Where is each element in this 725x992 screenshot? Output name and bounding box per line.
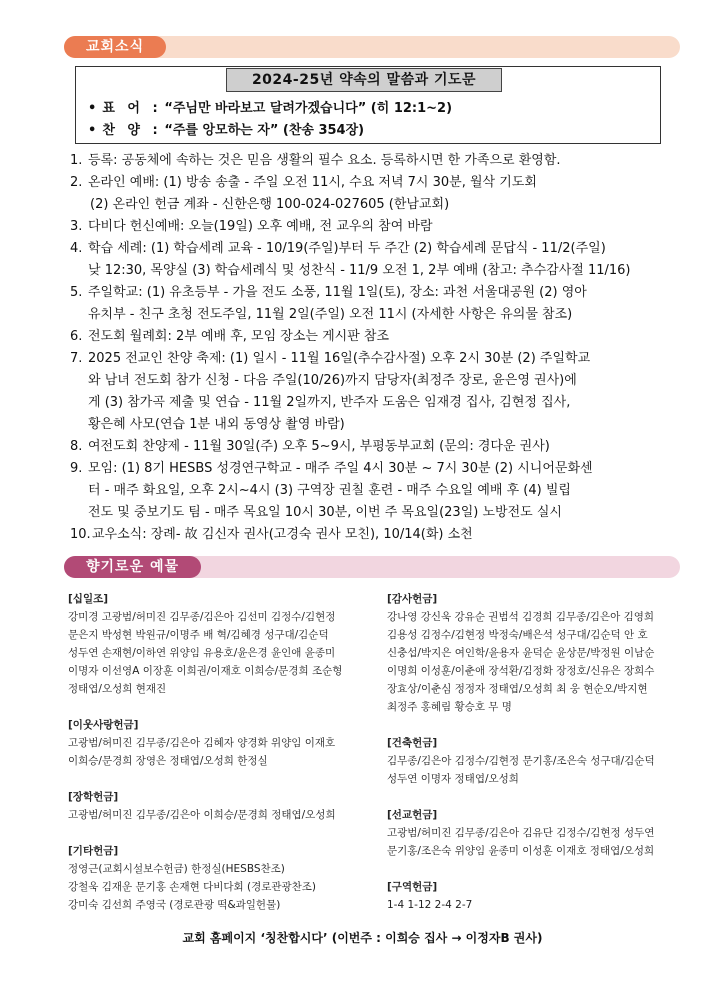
offerings-right-column: [387, 590, 687, 932]
thanksgiving-group: [감사헌금] 강나영 강신욱 강유순 권범석 김경희 김무종/김은아 김영희 김용성 김정수/김현정 박정숙/배은석 성구대/김순덕 안 호 신충섭/박지은 여인학/윤용자 윤덕순 윤상문/박정원 이남순 이명희 이성훈/이춘애 장석환/김정화 장정호/신유은 장희수 장효상/이춘심 정정자 정태엽/오성희 최 웅 현순오/박지현 최정주 홍혜림 황승호 무 명: [387, 593, 655, 713]
verse-title: 2024-25년 약속의 말씀과 기도문: [226, 68, 502, 92]
news-item: 10. 교우소식: 장례- 故 김신자 권사(고경숙 권사 모친), 10/14(화) 소천: [70, 527, 473, 542]
motto-text: “주님만 바라보고 달려가겠습니다” (히 12:1~2): [164, 101, 453, 116]
church-news-tag: 교회소식: [64, 36, 166, 58]
news-item: 8. 여전도회 찬양제 - 11월 30일(주) 오후 5~9시, 부평동부교회 (문의: 경다운 권사): [70, 439, 550, 454]
hymn-text: “주를 앙모하는 자” (찬송 354장): [164, 123, 365, 138]
motto-label: 표 어 :: [102, 101, 162, 116]
news-item: 4. 학습 세례: (1) 학습세례 교육 - 10/19(주일)부터 두 주간 (2) 학습세례 문답식 - 11/2(주일) 낮 12:30, 목양실 (3) 학습세례식 및 성찬식 - 11/9 오전 1, 2부 예배 (참고: 추수감사절 11/16): [70, 241, 631, 278]
offerings-tag: 향기로운 예물: [64, 556, 201, 578]
hymn-label: 찬 양 :: [102, 123, 162, 138]
verse-box: [75, 66, 661, 144]
mission-group: [선교헌금] 고광범/허미진 김무종/김은아 김유단 김정수/김현정 성두연 문기홍/조은숙 위양임 윤종미 이성훈 이재호 정태엽/오성희: [387, 809, 655, 857]
district-group: [구역헌금] 1-4 1-12 2-4 2-7: [387, 881, 473, 911]
news-item: 9. 모임: (1) 8기 HESBS 성경연구학교 - 매주 주일 4시 30분 ~ 7시 30분 (2) 시니어문화센 터 - 매주 화요일, 오후 2시~4시 (3) 구역장 권칠 훈련 - 매주 수요일 예배 후 (4) 빌립 전도 및 중보기도 팀 - 매주 목요일 10시 30분, 이번 주 목요일(23일) 노방전도 실시: [70, 461, 593, 520]
news-item: 7. 2025 전교인 찬양 축제: (1) 일시 - 11월 16일(추수감사절) 오후 2시 30분 (2) 주일학교 와 남녀 전도회 참가 신청 - 다음 주일(10/26)까지 담당자(최정주 장로, 윤은영 권사)에 게 (3) 참가곡 제출 및 연습 - 11월 2일까지, 반주자 도움은 임재경 집사, 김현정 집사, 황은혜 사모(연습 1분 내외 동영상 촬영 바람): [70, 351, 591, 432]
footer-compliment-note: 교회 홈페이지 ‘칭찬합시다’ (이번주 : 이희승 집사 → 이정자B 권사): [182, 931, 543, 945]
news-item: 1. 등록: 공동체에 속하는 것은 믿음 생활의 필수 요소. 등록하시면 한 가족으로 환영함.: [70, 153, 561, 168]
offerings-header: [64, 556, 680, 578]
church-news-header: [64, 36, 680, 58]
scholarship-group: [장학헌금] 고광범/허미진 김무종/김은아 이희승/문경희 정태엽/오성희: [68, 791, 336, 821]
news-item: 3. 다비다 헌신예배: 오늘(19일) 오후 예배, 전 교우의 참여 바람: [70, 219, 433, 234]
news-list: [70, 150, 680, 546]
news-item: 5. 주일학교: (1) 유초등부 - 가을 전도 소풍, 11월 1일(토), 장소: 과천 서울대공원 (2) 영아 유치부 - 친구 초청 전도주일, 11월 2일(주일) 오전 11시 (자세한 사항은 유의물 참조): [70, 285, 587, 322]
neighbor-love-group: [이웃사랑헌금] 고광범/허미진 김무종/김은아 김혜자 양경화 위양임 이재호 이희승/문경희 장영은 정태엽/오성희 한정실: [68, 719, 336, 767]
motto-row: • 표 어 : “주님만 바라보고 달려가겠습니다” (히 12:1~2): [88, 97, 452, 116]
tithe-group: [십일조] 강미경 고광범/허미진 김무종/김은아 김선미 김정수/김현정 문은지 박성현 박원규/이명주 배 혁/김혜경 성구대/김순덕 성두연 손재현/이하연 위양임 유용호/윤은경 윤인애 윤종미 이명자 이선영A 이장훈 이희권/이재호 이희승/문경희 조순형 정태엽/오성희 현재진: [68, 593, 343, 695]
hymn-row: • 찬 양 : “주를 앙모하는 자” (찬송 354장): [88, 119, 364, 138]
building-group: [건축헌금] 김무종/김은아 김정수/김현정 문기홍/조은숙 성구대/김순덕 성두연 이명자 정태엽/오성희: [387, 737, 655, 785]
other-offering-group: [기타헌금] 정영근(교회시설보수헌금) 한정실(HESBS찬조) 강철욱 김재운 문기홍 손재현 다비다회 (경로관광찬조) 강미숙 김선희 주영국 (경로관광 떡&과일헌물): [68, 845, 317, 911]
news-item: 6. 전도회 월례회: 2부 예배 후, 모임 장소는 게시판 참조: [70, 329, 390, 344]
offerings-left-column: [68, 590, 378, 932]
news-item: 2. 온라인 예배: (1) 방송 송출 - 주일 오전 11시, 수요 저녁 7시 30분, 월삭 기도회 (2) 온라인 헌금 계좌 - 신한은행 100-024-027605 (한남교회): [70, 175, 537, 212]
